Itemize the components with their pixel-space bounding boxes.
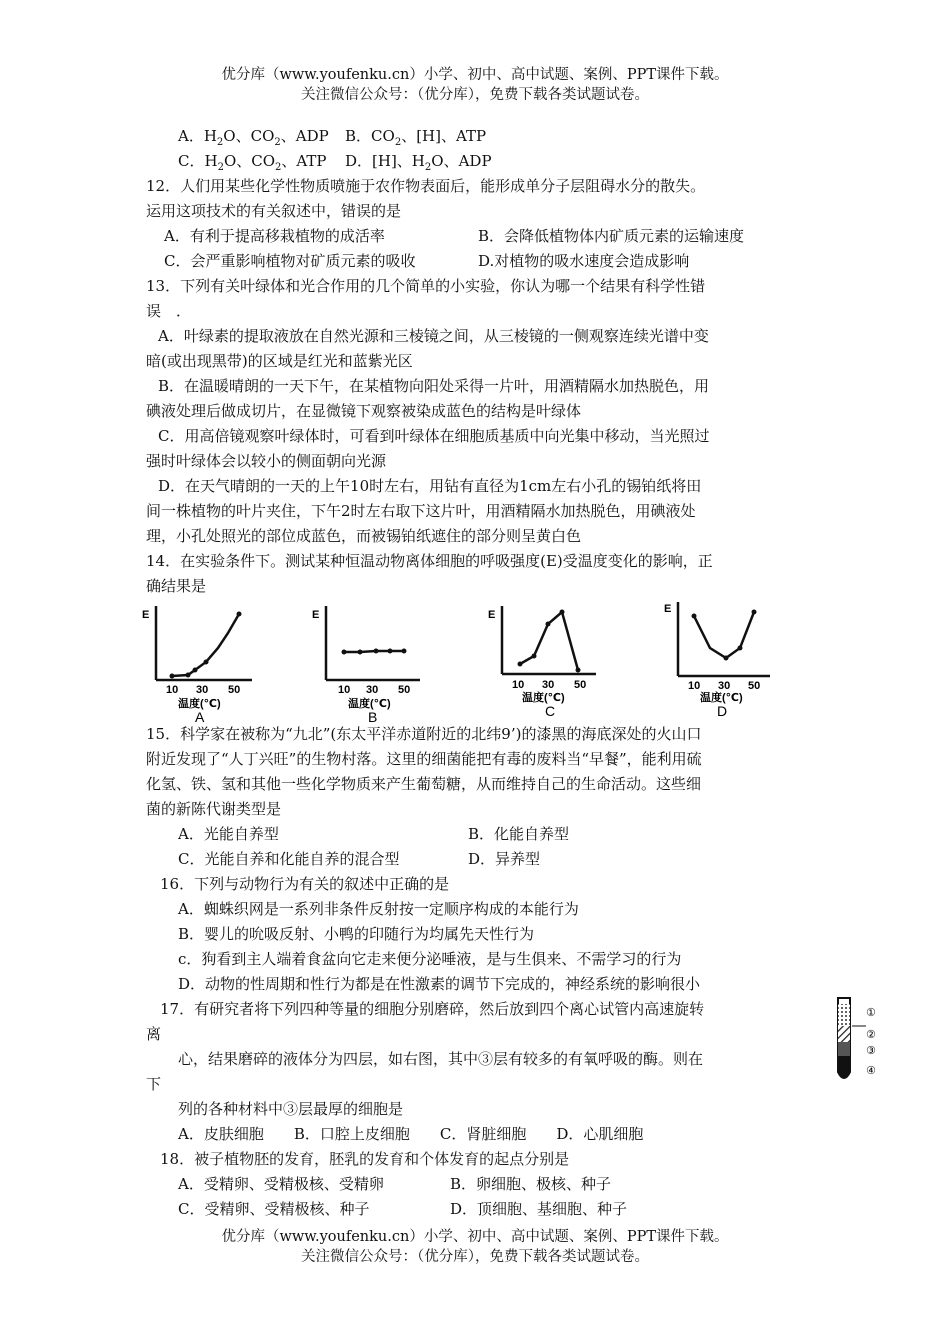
tube-label-2: ② (866, 1029, 876, 1041)
graph-c-x-label: 温度(℃) (522, 692, 565, 704)
graph-b-tick-50: 50 (398, 684, 411, 696)
q17-stem-4: 下 (146, 1075, 162, 1093)
q13-option-a-2: 暗(或出现黑带)的区域是红光和蓝紫光区 (146, 352, 413, 370)
q13-option-c-2: 强时叶绿体会以较小的侧面朝向光源 (146, 452, 387, 470)
q13-option-c-1: C．用高倍镜观察叶绿体时，可看到叶绿体在细胞质基质中向光集中移动，当光照过 (158, 427, 710, 445)
graph-c (488, 606, 596, 719)
q14-graphs (140, 596, 780, 726)
q12-stem-1: 12．人们用某些化学性物质喷施于农作物表面后，能形成单分子层阻碍水分的散失。 (146, 177, 706, 195)
graph-b-x-label: 温度(℃) (348, 698, 391, 710)
q18-option-c: C．受精卵、受精极核、种子 (178, 1200, 370, 1218)
q13-option-b-2: 碘液处理后做成切片，在显微镜下观察被染成蓝色的结构是叶绿体 (146, 402, 582, 420)
q11-option-b: B．$CO_2$、[H]、ATP (345, 127, 487, 148)
q18-option-b: B．卵细胞、极核、种子 (450, 1175, 612, 1193)
graph-d-tick-50: 50 (748, 680, 761, 692)
graph-d-x-label: 温度(℃) (700, 692, 743, 704)
q18-option-a: A．受精卵、受精极核、受精卵 (178, 1175, 384, 1193)
graph-c-tick-10: 10 (512, 679, 525, 691)
q18-option-d: D．顶细胞、基细胞、种子 (450, 1200, 628, 1218)
q14-stem-1: 14．在实验条件下。测试某种恒温动物离体细胞的呼吸强度(E)受温度变化的影响，正 (146, 552, 713, 570)
q16-option-c: c．狗看到主人端着食盆向它走来便分泌唾液，是与生俱来、不需学习的行为 (178, 950, 682, 968)
q17-stem-3: 心，结果磨碎的液体分为四层，如右图，其中③层有较多的有氧呼吸的酶。则在 (178, 1050, 704, 1068)
q17-stem-5: 列的各种材料中③层最厚的细胞是 (178, 1100, 404, 1118)
header-line-2: 关注微信公众号：（优分库），免费下载各类试题试卷。 (301, 87, 649, 103)
q15-stem-4: 菌的新陈代谢类型是 (146, 800, 282, 818)
q18-stem: 18．被子植物胚的发育，胚乳的发育和个体发育的起点分别是 (160, 1150, 570, 1168)
q11-option-a: A．$H_2O$、$CO_2$、ADP (178, 127, 329, 148)
tube-label-3: ③ (866, 1045, 876, 1057)
q12-stem-2: 运用这项技术的有关叙述中，错误的是 (146, 202, 402, 220)
graph-d-tick-30: 30 (718, 680, 731, 692)
graph-d-tick-10: 10 (688, 680, 701, 692)
q13-stem-2: 误 ． (146, 302, 192, 320)
graph-a-y-label: E (142, 609, 150, 621)
graph-d (664, 602, 770, 719)
tube-layer-4 (838, 1056, 850, 1078)
q16-stem: 16．下列与动物行为有关的叙述中正确的是 (160, 875, 450, 893)
graph-b-letter: B (368, 709, 378, 725)
q13-option-a-1: A．叶绿素的提取液放在自然光源和三棱镜之间，从三棱镜的一侧观察连续光谱中变 (158, 327, 709, 345)
tube-layer-1 (838, 1004, 850, 1026)
q15-option-d: D．异养型 (468, 850, 541, 868)
footer-line-2: 关注微信公众号：（优分库），免费下载各类试题试卷。 (301, 1249, 649, 1265)
graph-b (312, 606, 420, 725)
q15-option-b: B．化能自养型 (468, 825, 570, 843)
q13-option-b-1: B．在温暖晴朗的一天下午，在某植物向阳处采得一片叶，用酒精隔水加热脱色，用 (158, 377, 710, 395)
graph-c-curve (520, 612, 578, 670)
tube-layer-2 (838, 1026, 850, 1042)
graph-d-y-label: E (664, 603, 672, 615)
q13-option-d-3: 理，小孔处照光的部位成蓝色，而被锡铂纸遮住的部分则呈黄白色 (146, 527, 582, 545)
graph-c-tick-30: 30 (542, 679, 555, 691)
q15-stem-2: 附近发现了“人丁兴旺”的生物村落。这里的细菌能把有毒的废料当“早餐”，能利用硫 (146, 750, 702, 768)
q16-option-d: D．动物的性周期和性行为都是在性激素的调节下完成的，神经系统的影响很小 (178, 975, 701, 993)
tube-label-4: ④ (866, 1065, 876, 1077)
q11-option-c: C．$H_2O$、$CO_2$、ATP (178, 152, 327, 173)
graph-c-y-label: E (488, 609, 496, 621)
q12-option-c: C．会严重影响植物对矿质元素的吸收 (164, 252, 416, 270)
graph-c-tick-50: 50 (574, 679, 587, 691)
q13-option-d-2: 间一株植物的叶片夹住，下午2时左右取下这片叶，用酒精隔水加热脱色，用碘液处 (146, 502, 696, 520)
q15-option-c: C．光能自养和化能自养的混合型 (178, 850, 400, 868)
q17-stem-2: 离 (146, 1025, 162, 1043)
footer-line-1: 优分库（www.youfenku.cn）小学、初中、高中试题、案例、PPT课件下载。 (221, 1229, 729, 1245)
q12-option-b: B．会降低植物体内矿质元素的运输速度 (478, 227, 745, 245)
q12-option-d: D.对植物的吸水速度会造成影响 (478, 252, 690, 270)
graph-a-letter: A (195, 709, 205, 725)
graph-b-tick-10: 10 (338, 684, 351, 696)
q13-stem-1: 13．下列有关叶绿体和光合作用的几个简单的小实验，你认为哪一个结果有科学性错 (146, 277, 706, 295)
graph-a-curve (172, 614, 239, 676)
graph-b-y-label: E (312, 609, 320, 621)
q12-option-a: A．有利于提高移栽植物的成活率 (164, 227, 385, 245)
tube-layer-3 (838, 1042, 850, 1056)
q16-option-a: A．蜘蛛织网是一系列非条件反射按一定顺序构成的本能行为 (178, 900, 579, 918)
centrifuge-tube-figure (832, 994, 888, 1086)
q17-stem-1: 17．有研究者将下列四种等量的细胞分别磨碎，然后放到四个离心试管内高速旋转 (160, 1000, 705, 1018)
tube-label-1: ① (866, 1007, 876, 1019)
q11-option-d: D．[H]、$H_2O$、ADP (345, 152, 492, 173)
q16-option-b: B．婴儿的吮吸反射、小鸭的印随行为均属先天性行为 (178, 925, 535, 943)
q15-stem-3: 化氢、铁、氢和其他一些化学物质来产生葡萄糖，从而维持自己的生命活动。这些细 (146, 775, 702, 793)
graph-a-tick-50: 50 (228, 684, 241, 696)
q17-options: A．皮肤细胞 B．口腔上皮细胞 C．肾脏细胞 D．心肌细胞 (178, 1125, 644, 1143)
graph-d-letter: D (717, 703, 728, 719)
graph-a-tick-30: 30 (196, 684, 209, 696)
graph-a-x-label: 温度(℃) (178, 698, 221, 710)
graph-d-curve (694, 612, 754, 658)
q13-option-d-1: D．在天气晴朗的一天的上午10时左右，用钻有直径为1cm左右小孔的锡铂纸将田 (158, 477, 702, 495)
q15-stem-1: 15．科学家在被称为“九北”(东太平洋赤道附近的北纬9’)的漆黑的海底深处的火山口 (146, 725, 702, 743)
header-line-1: 优分库（www.youfenku.cn）小学、初中、高中试题、案例、PPT课件下载。 (221, 67, 729, 83)
graph-a (142, 606, 252, 725)
q14-stem-2: 确结果是 (146, 577, 207, 595)
q15-option-a: A．光能自养型 (178, 825, 279, 843)
graph-a-tick-10: 10 (166, 684, 179, 696)
graph-c-letter: C (545, 703, 556, 719)
graph-b-tick-30: 30 (366, 684, 379, 696)
